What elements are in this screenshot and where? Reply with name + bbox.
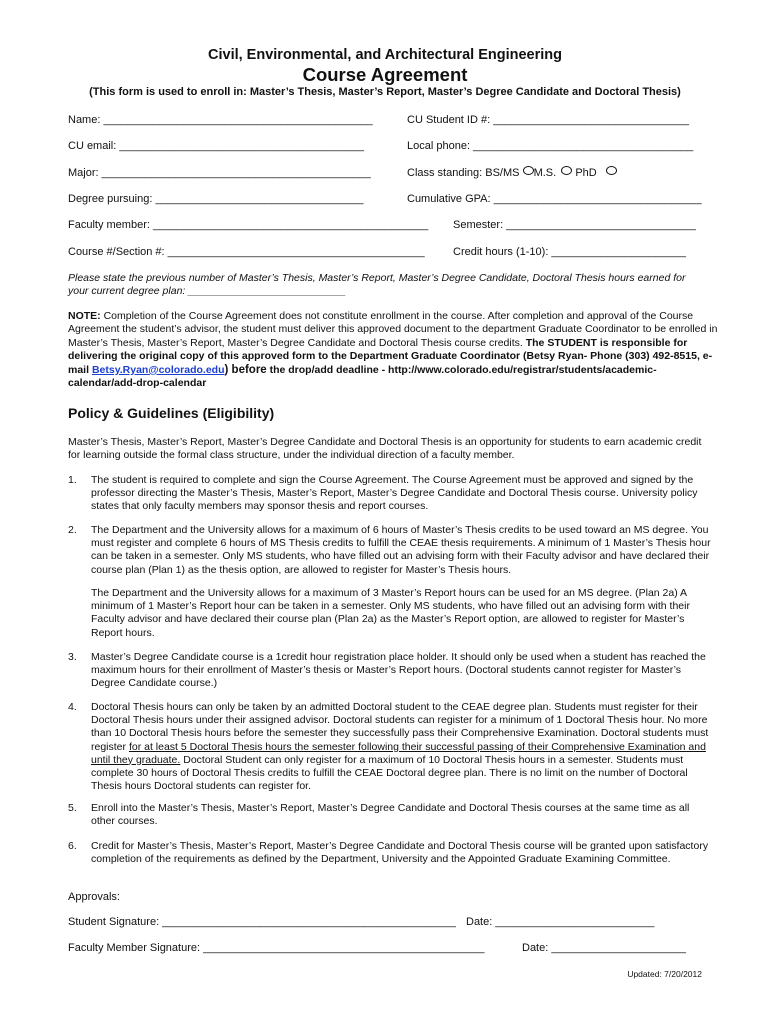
item-text-part: Doctoral Thesis hours can only be taken by an admitted Doctoral student to the CEAE degree plan. Students must register for their Doctoral Thesis hours under their assigned advisor. Doctoral students can register for a minimum of 1 Doctoral Thesis hour. No more than 10 Doctoral Thesis hours before the semester they successfully pass their Comprehensive Examination. Doctoral students must register <box>91 701 709 753</box>
student-date-field[interactable]: Date: __________________________ <box>466 916 655 928</box>
item-text <box>91 701 713 793</box>
item-number: 3. <box>68 651 77 663</box>
policy-item-continued: The Department and the University allows for a maximum of 3 Master’s Report hours can be used for an MS degree. (Plan 2a) A minimum of 1 Master’s Report hour can be taken in a semester. Only MS students, who have filled out an advising form with their Faculty advisor and have declared their course plan (Plan 2a) as the Master’s Report option, are allowed to register for Master’s Report hours. <box>91 587 690 639</box>
item-number: 1. <box>68 474 77 486</box>
item-text: The Department and the University allows for a maximum of 6 hours of Master’s Thesis credits to be used toward an MS degree. You must register and complete 6 hours of MS Thesis credits to fulfill the CEAE thesis requirements. A minimum of 1 Master’s Thesis hour can be taken in a semester. Only MS students, who have filled out an advising form with their Faculty advisor and have declared their course plan (Plan 1) as the thesis option, are allowed to register for Master’s Thesis hours. <box>91 524 711 576</box>
note-label: NOTE: <box>68 310 101 322</box>
name-field[interactable]: Name: ____________________________________________ <box>68 114 373 126</box>
item-text: Credit for Master’s Thesis, Master’s Report, Master’s Degree Candidate and Doctoral Thesis course will be granted upon satisfactory completion of the requirements as defined by the Department, University and the Appointed Graduate Examining Committee. <box>91 840 709 866</box>
updated-date: Updated: 7/20/2012 <box>627 969 702 979</box>
approvals-label: Approvals: <box>68 891 120 903</box>
degree-field[interactable]: Degree pursuing: __________________________________ <box>68 193 364 205</box>
class-ms-label: M.S. <box>533 167 557 179</box>
previous-hours-question[interactable]: Please state the previous number of Master’s Thesis, Master’s Report, Master’s Degree Candidate, Doctoral Thesis hours earned for your current degree plan: ___________________________ <box>68 272 686 297</box>
faculty-field[interactable]: Faculty member: _____________________________________________ <box>68 219 429 231</box>
form-subtitle: (This form is used to enroll in: Master’s Thesis, Master’s Report, Master’s Degree Candidate and Doctoral Thesis) <box>89 86 681 98</box>
enrollment-note <box>68 310 718 390</box>
policy-heading: Policy & Guidelines (Eligibility) <box>68 405 275 421</box>
class-phd-radio[interactable] <box>606 166 617 175</box>
student-id-field[interactable]: CU Student ID #: ________________________________ <box>407 114 689 126</box>
item-text: The student is required to complete and sign the Course Agreement. The Course Agreement must be approved and signed by the professor directing the Master’s Thesis, Master’s Report, Master’s Degree Candidate and Doctoral Thesis course. University policy states that only faculty members may sponsor thesis and report courses. <box>91 474 698 513</box>
class-ms-radio[interactable] <box>561 166 572 175</box>
coordinator-email-link[interactable]: Betsy.Ryan@colorado.edu <box>91 363 225 376</box>
item-text: Master’s Degree Candidate course is a 1credit hour registration place holder. It should only be used when a student has reached the maximum hours for their enrollment of Master’s thesis or Master’s Report hours. (Doctoral students cannot register for Master’s Degree Candidate course.) <box>91 651 706 690</box>
email-field[interactable]: CU email: ________________________________________ <box>68 140 365 152</box>
semester-field[interactable]: Semester: _______________________________ <box>453 219 696 231</box>
item-number: 2. <box>68 524 77 536</box>
gpa-field[interactable]: Cumulative GPA: __________________________________ <box>407 193 702 205</box>
student-signature-field[interactable]: Student Signature: ________________________________________________ <box>68 916 456 928</box>
item-number: 5. <box>68 802 77 814</box>
note-text: Completion of the Course Agreement does not constitute enrollment in the course. After completion and approval of the Course Agreement the student’s advisor, the student must deliver this approved document to the department Graduate Coordinator to be enrolled in Master’s Thesis, Master’s Report, Master’s Degree Candidate and Doctoral Thesis course credits. <box>68 310 718 349</box>
faculty-date-field[interactable]: Date: ______________________ <box>522 942 686 954</box>
policy-intro: Master’s Thesis, Master’s Report, Master’s Degree Candidate and Doctoral Thesis is an opportunity for students to earn academic credit for learning outside the formal class structure, under the individual direction of a faculty member. <box>68 436 702 462</box>
course-field[interactable]: Course #/Section #: __________________________________________ <box>68 246 425 258</box>
item-text: Enroll into the Master’s Thesis, Master’s Report, Master’s Degree Candidate and Doctoral Thesis courses at the same time as all other courses. <box>91 802 690 828</box>
department-name: Civil, Environmental, and Architectural Engineering <box>208 47 562 63</box>
note-bold-text: The STUDENT is responsible for delivering the original copy of this approved form to the Department Graduate Coordinator (Betsy Ryan- Phone (303) 492-8515, e-mail <box>68 336 713 376</box>
class-standing <box>407 166 617 179</box>
phone-field[interactable]: Local phone: ____________________________________ <box>407 140 694 152</box>
item-text-underlined: for at least 5 Doctoral Thesis hours the semester following their successful passing of their Comprehensive Examination and until they graduate. <box>91 740 706 766</box>
item-number: 4. <box>68 701 77 713</box>
note-deadline: the drop/add deadline - http://www.colorado.edu/registrar/students/academic-calendar/add-drop-calendar <box>68 363 657 390</box>
class-standing-label: Class standing: BS/MS <box>407 167 520 179</box>
form-title: Course Agreement <box>302 64 468 85</box>
item-text-part: Doctoral Student can only register for a maximum of 10 Doctoral Thesis hours in a semester. Students must complete 30 hours of Doctoral Thesis credits to fulfill the CEAE Doctoral degree plan. There is no limit on the number of Doctoral Thesis hours Doctoral students can register for. <box>91 753 688 793</box>
credit-hours-field[interactable]: Credit hours (1-10): ______________________ <box>453 246 687 258</box>
faculty-signature-field[interactable]: Faculty Member Signature: ______________________________________________ <box>68 942 485 954</box>
note-before: ) before <box>224 363 267 376</box>
major-field[interactable]: Major: ____________________________________________ <box>68 167 371 179</box>
item-number: 6. <box>68 840 77 852</box>
class-phd-label: PhD <box>575 167 597 179</box>
class-bsms-radio[interactable] <box>523 166 534 175</box>
